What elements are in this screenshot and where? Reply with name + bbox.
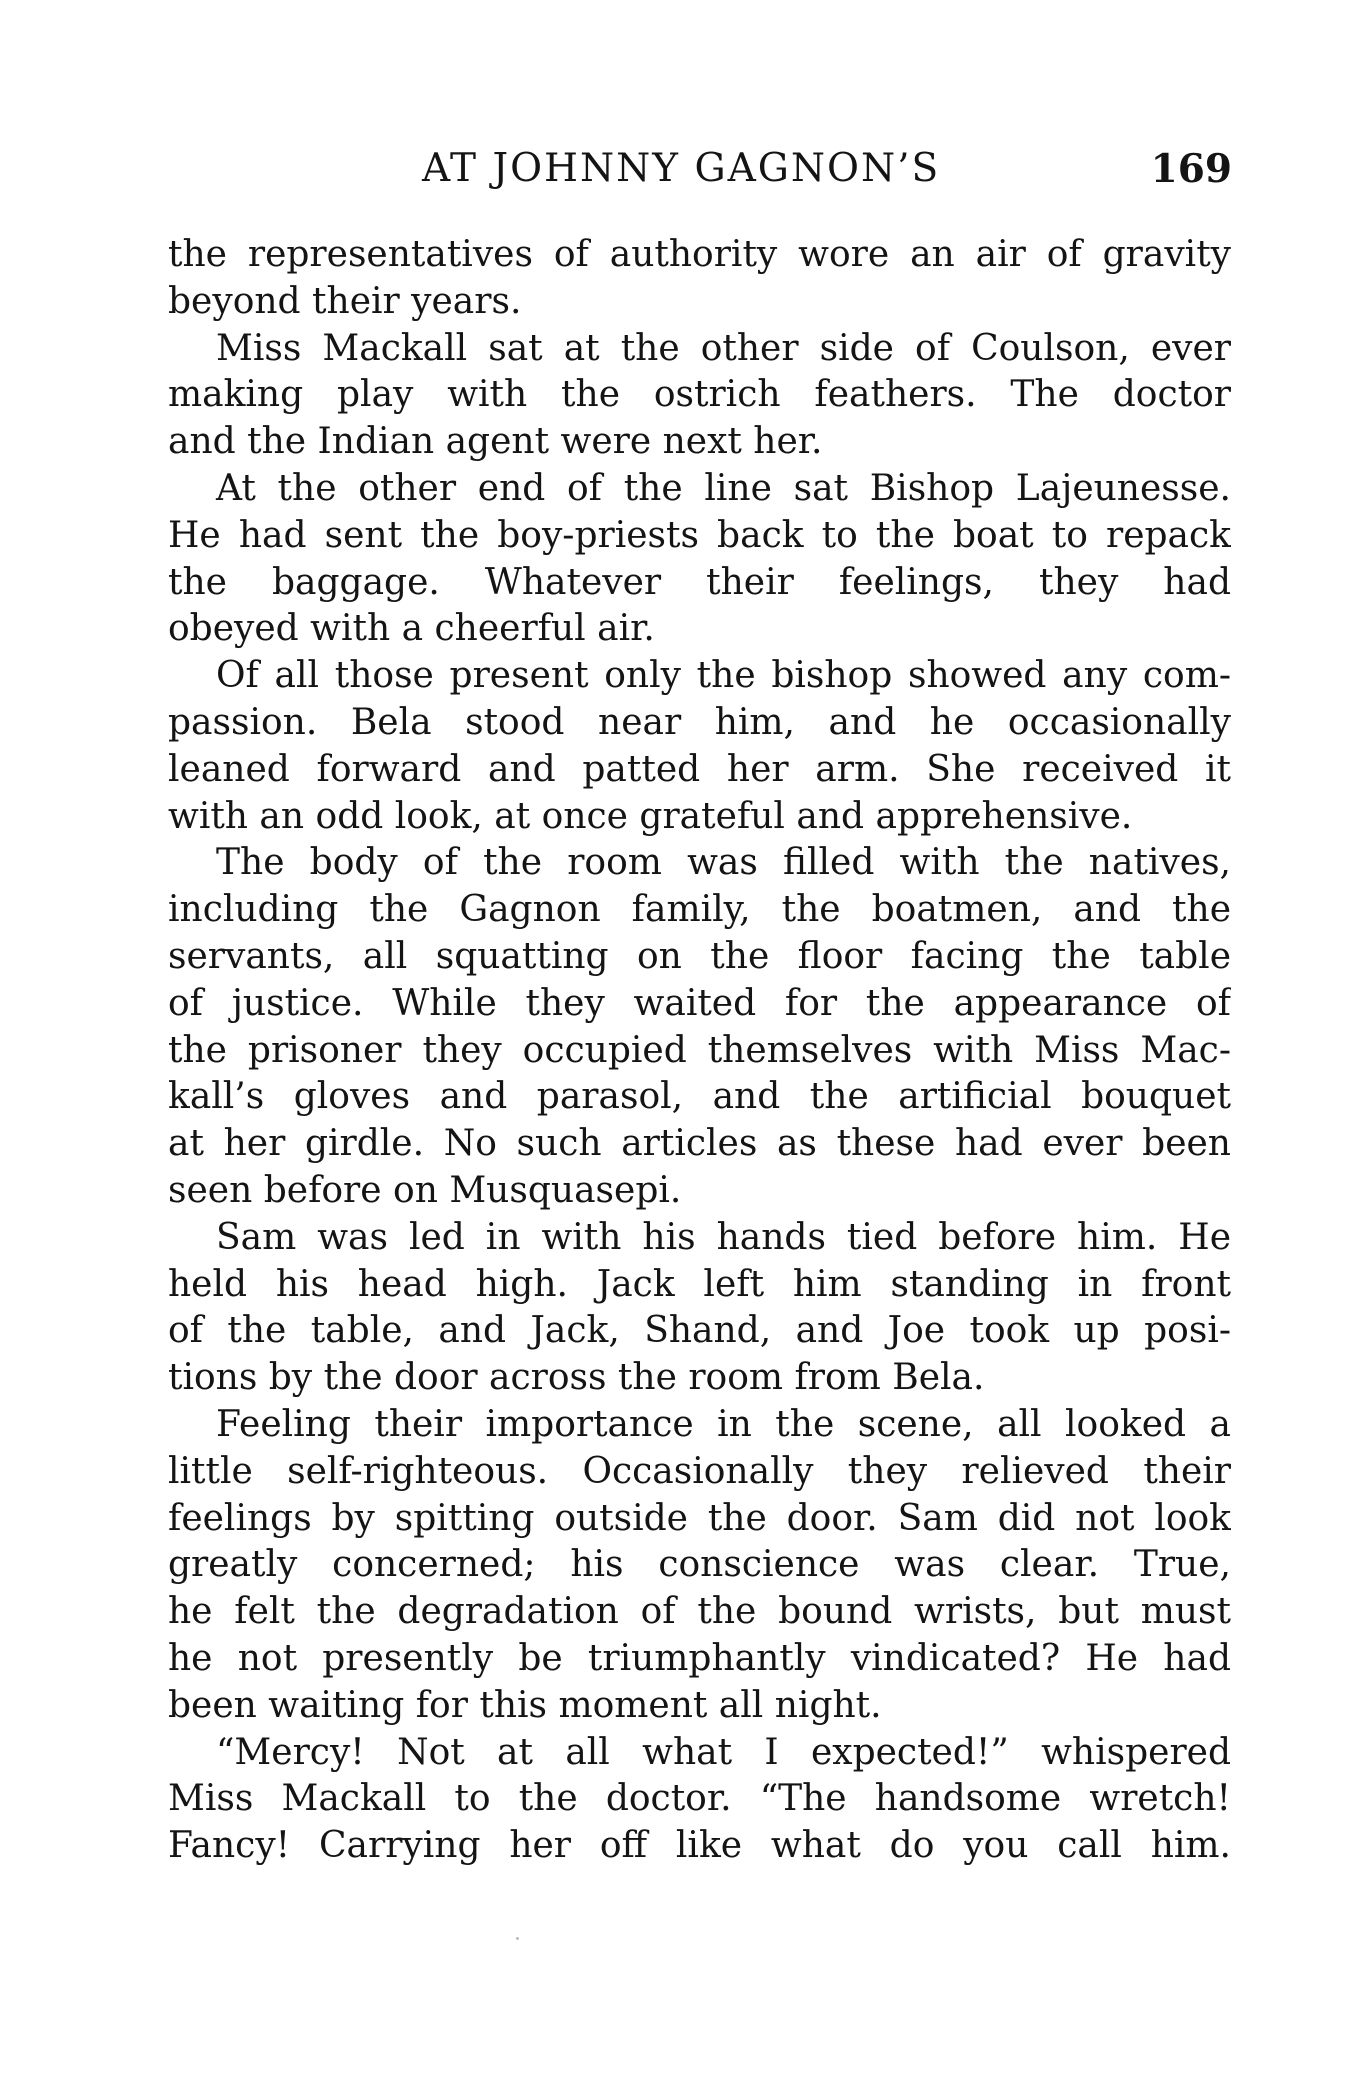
text-line: Miss Mackall to the doctor. “The handsome wretch!	[168, 1778, 1231, 1820]
page-header	[422, 146, 1232, 196]
paper-speck	[516, 1937, 519, 1940]
text-line: servants, all squatting on the floor facing the table	[168, 935, 1231, 977]
text-line: he felt the degradation of the bound wrists, but must	[168, 1591, 1231, 1633]
text-line: seen before on Musquasepi.	[168, 1169, 682, 1211]
text-line: Sam was led in with his hands tied before him. He	[216, 1216, 1231, 1258]
text-line: Miss Mackall sat at the other side of Coulson, ever	[216, 327, 1231, 369]
page-number: 169	[1150, 146, 1232, 192]
text-line: kall’s gloves and parasol, and the artificial bouquet	[168, 1076, 1231, 1118]
text-line: leaned forward and patted her arm. She received it	[168, 748, 1231, 790]
text-line: the baggage. Whatever their feelings, they had	[168, 561, 1231, 603]
text-line: of the table, and Jack, Shand, and Joe took up posi-	[168, 1310, 1231, 1352]
text-line: Feeling their importance in the scene, all looked a	[216, 1403, 1231, 1445]
text-line: of justice. While they waited for the appearance of	[168, 982, 1231, 1024]
text-line: tions by the door across the room from Bela.	[168, 1357, 985, 1399]
text-line: at her girdle. No such articles as these had ever been	[168, 1123, 1231, 1165]
text-line: the prisoner they occupied themselves with Miss Mac-	[168, 1029, 1231, 1071]
text-line: the representatives of authority wore an air of gravity	[168, 234, 1231, 275]
text-line: he not presently be triumphantly vindicated? He had	[168, 1637, 1231, 1679]
text-line: obeyed with a cheerful air.	[168, 608, 655, 650]
text-line: greatly concerned; his conscience was clear. True,	[168, 1544, 1231, 1586]
text-line: Of all those present only the bishop showed any com-	[216, 655, 1231, 697]
text-line: At the other end of the line sat Bishop Lajeunesse.	[216, 467, 1231, 509]
text-line: including the Gagnon family, the boatmen, and the	[168, 889, 1231, 931]
text-line: passion. Bela stood near him, and he occasionally	[168, 701, 1231, 743]
text-line: with an odd look, at once grateful and apprehensive.	[168, 795, 1133, 837]
text-line: He had sent the boy-priests back to the boat to repack	[168, 514, 1231, 556]
text-line: feelings by spitting outside the door. Sam did not look	[168, 1497, 1231, 1539]
text-line: beyond their years.	[168, 280, 522, 322]
text-line: “Mercy! Not at all what I expected!” whispered	[216, 1731, 1231, 1773]
text-line: making play with the ostrich feathers. The doctor	[168, 374, 1231, 416]
text-line: been waiting for this moment all night.	[168, 1684, 882, 1726]
text-line: little self-righteous. Occasionally they relieved their	[168, 1450, 1231, 1492]
text-line: and the Indian agent were next her.	[168, 421, 823, 463]
body-text	[168, 232, 1231, 1870]
text-line: The body of the room was filled with the natives,	[216, 842, 1231, 884]
running-head: AT JOHNNY GAGNON’S	[422, 146, 941, 191]
text-line: held his head high. Jack left him standing in front	[168, 1263, 1231, 1305]
text-line: Fancy! Carrying her off like what do you call him.	[168, 1825, 1231, 1867]
